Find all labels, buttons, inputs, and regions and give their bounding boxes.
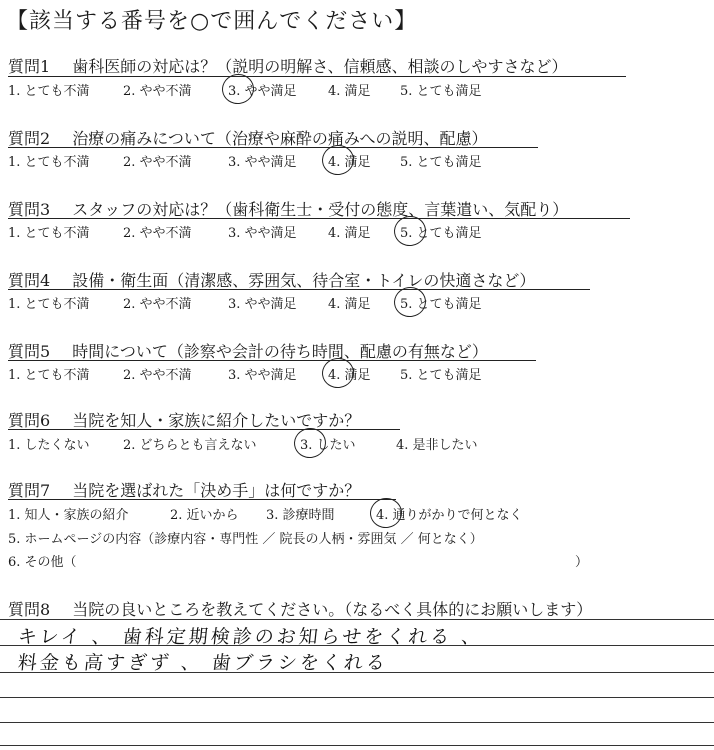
q5-option-2[interactable]: 2. やや不満 xyxy=(123,368,192,383)
question-3-text: スタッフの対応は？（歯科衛生士・受付の態度、言葉遣い、気配り） xyxy=(72,200,569,219)
answer-line-2 xyxy=(0,645,714,646)
question-4-number: 質問4 xyxy=(8,271,51,290)
q7-option-6[interactable]: 6. その他（ xyxy=(8,555,77,570)
q4-option-5-circled[interactable]: 5. とても満足 xyxy=(400,293,482,312)
q3-option-5-circled[interactable]: 5. とても満足 xyxy=(400,222,482,241)
q1-option-4[interactable]: 4. 満足 xyxy=(328,84,371,99)
q5-option-3[interactable]: 3. やや満足 xyxy=(228,368,297,383)
q4-option-2[interactable]: 2. やや不満 xyxy=(123,297,192,312)
question-2-number: 質問2 xyxy=(8,129,51,148)
q7-option-6-close: ） xyxy=(575,555,589,570)
question-4-text: 設備・衛生面（清潔感、雰囲気、待合室・トイレの快適さなど） xyxy=(72,271,536,290)
question-1-text: 歯科医師の対応は？（説明の明解さ、信頼感、相談のしやすさなど） xyxy=(72,57,568,76)
question-8-title xyxy=(8,597,592,620)
question-7-title xyxy=(8,478,360,501)
q2-option-3[interactable]: 3. やや満足 xyxy=(228,155,297,170)
q3-option-4[interactable]: 4. 満足 xyxy=(328,226,371,241)
question-2-underline xyxy=(8,147,538,148)
q5-option-5[interactable]: 5. とても満足 xyxy=(400,368,482,383)
q7-option-1[interactable]: 1. 知人・家族の紹介 xyxy=(8,508,129,523)
q4-option-1[interactable]: 1. とても不満 xyxy=(8,297,90,312)
q1-option-5[interactable]: 5. とても満足 xyxy=(400,84,482,99)
question-4-underline xyxy=(8,289,590,290)
q5-option-4-circled[interactable]: 4. 満足 xyxy=(328,364,371,383)
question-7-text: 当院を選ばれた「決め手」は何ですか？ xyxy=(72,481,361,500)
q4-option-3[interactable]: 3. やや満足 xyxy=(228,297,297,312)
question-5-text: 時間について（診察や会計の待ち時間、配慮の有無など） xyxy=(72,342,488,361)
q6-option-4[interactable]: 4. 是非したい xyxy=(396,438,478,453)
q7-option-3[interactable]: 3. 診療時間 xyxy=(266,508,335,523)
question-7-underline xyxy=(8,499,396,500)
q2-option-1[interactable]: 1. とても不満 xyxy=(8,155,90,170)
q6-option-3-circled[interactable]: 3. したい xyxy=(300,434,356,453)
answer-line-5 xyxy=(0,722,714,723)
answer-line-6 xyxy=(0,745,714,746)
question-6-number: 質問6 xyxy=(8,411,51,430)
q5-option-1[interactable]: 1. とても不満 xyxy=(8,368,90,383)
question-5-underline xyxy=(8,360,536,361)
question-5-title xyxy=(8,339,488,362)
question-8-text: 当院の良いところを教えてください。（なるべく具体的にお願いします） xyxy=(72,600,593,619)
q7-option-4-circled[interactable]: 4. 通りがかりで何となく xyxy=(376,504,523,523)
question-4-title xyxy=(8,268,535,291)
question-7-number: 質問7 xyxy=(8,481,51,500)
q2-option-5[interactable]: 5. とても満足 xyxy=(400,155,482,170)
question-2-text: 治療の痛みについて（治療や麻酔の痛みへの説明、配慮） xyxy=(72,129,488,148)
answer-line-3 xyxy=(0,672,714,673)
question-5-number: 質問5 xyxy=(8,342,51,361)
q3-option-3[interactable]: 3. やや満足 xyxy=(228,226,297,241)
question-1-underline xyxy=(8,76,626,77)
question-6-text: 当院を知人・家族に紹介したいですか？ xyxy=(72,411,361,430)
q2-option-4-circled[interactable]: 4. 満足 xyxy=(328,151,371,170)
q3-option-1[interactable]: 1. とても不満 xyxy=(8,226,90,241)
handwritten-answer-line-2: 料金も高すぎず 、 歯ブラシをくれる xyxy=(16,652,390,674)
q2-option-2[interactable]: 2. やや不満 xyxy=(123,155,192,170)
question-3-title xyxy=(8,197,568,220)
question-8-number: 質問8 xyxy=(8,600,51,619)
q4-option-4[interactable]: 4. 満足 xyxy=(328,297,371,312)
q6-option-1[interactable]: 1. したくない xyxy=(8,438,90,453)
answer-line-1 xyxy=(0,619,714,620)
question-3-number: 質問3 xyxy=(8,200,51,219)
question-2-title xyxy=(8,126,488,149)
instruction-header: 【該当する番号を○で囲んでください】 xyxy=(6,9,418,34)
question-1-title xyxy=(8,54,568,77)
q7-option-5[interactable]: 5. ホームページの内容（診療内容・専門性 ／ 院長の人柄・雰囲気 ／ 何となく） xyxy=(8,532,483,547)
q3-option-2[interactable]: 2. やや不満 xyxy=(123,226,192,241)
q6-option-2[interactable]: 2. どちらとも言えない xyxy=(123,438,257,453)
question-6-underline xyxy=(8,429,400,430)
q7-option-2[interactable]: 2. 近いから xyxy=(170,508,239,523)
question-1-number: 質問1 xyxy=(8,57,51,76)
q1-option-3-circled[interactable]: 3. やや満足 xyxy=(228,80,297,99)
answer-line-4 xyxy=(0,697,714,698)
question-3-underline xyxy=(8,218,630,219)
q1-option-2[interactable]: 2. やや不満 xyxy=(123,84,192,99)
q1-option-1[interactable]: 1. とても不満 xyxy=(8,84,90,99)
handwritten-answer-line-1: キレイ 、 歯科定期検診のお知らせをくれる 、 xyxy=(16,626,485,648)
